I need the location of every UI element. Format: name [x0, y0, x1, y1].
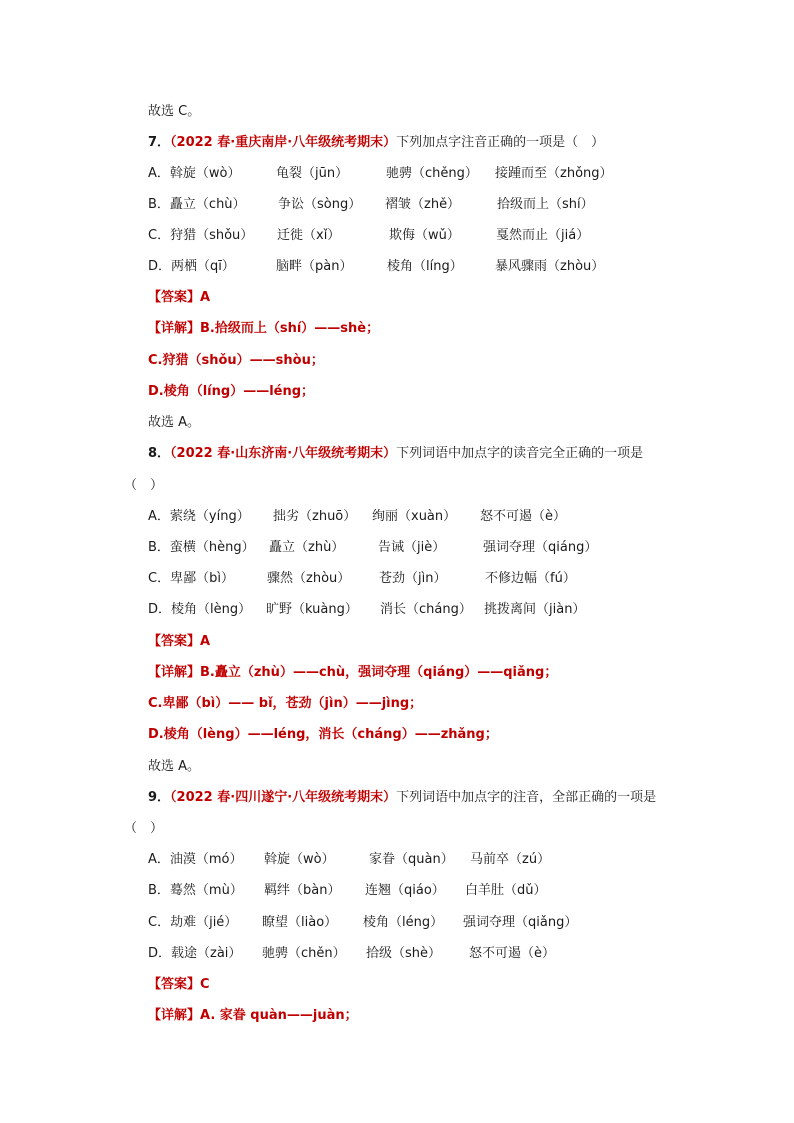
- question-8-answer: 【答案】A: [148, 634, 211, 649]
- document-page: 故选 C。 7．（2022 春·重庆南岸·八年级统考期末）下列加点字注音正确的一项是（ ） A．斡旋（wò） 龟裂（jūn） 驰骋（chěng） 接踵而至（zhǒng） B．矗立（chù） 争讼（sòng） 褶皱（zhě） 拾级而上（shí） C．狩猎（shǒu） 迁徙（xǐ） 欺侮（wǔ） 戛然而止（jiá） D．两栖（qī） 脑畔（pàn） 棱角（líng） 暴风骤雨（zhòu） 【答案】A 【详解】B.拾级而上（shí）——shè； C.狩猎（shǒu）——shòu； D.棱角（líng）——léng； 故选 A。 8．（2022 春·山东济南·八年级统考期末）下列词语中加点字的读音完全正确的一项是 （ ） A．萦绕（yíng） 拙劣（zhuō） 绚丽（xuàn） 怒不可遏（è） B．蛮横（hèng） 矗立（zhù） 告诫（jiè） 强词夺理（qiáng） C．卑鄙（bì） 骤然（zhòu） 苍劲（jìn） 不修边幅（fú） D．棱角（lèng） 旷野（kuàng） 消长（cháng） 挑拨离间（jiàn） 【答案】A 【详解】B.矗立（zhù）——chù，强词夺理（qiáng）——qiǎng； C.卑鄙（bì）—— bǐ，苍劲（jìn）——jìng； D.棱角（lèng）——léng，消长（cháng）——zhǎng； 故选 A。 9．（2022 春·四川遂宁·八年级统考期末）下列词语中加点字的注音，全部正确的一项是 （ ） A．油漠（mó） 斡旋（wò） 家眷（quàn） 马前卒（zú） B．蓦然（mù） 羁绊（bàn） 连翘（qiáo） 白羊肚（dǔ） C．劫难（jié） 瞭望（liào） 棱角（léng） 强词夺理（qiǎng） D．载途（zài） 驰骋（chěn） 拾级（shè） 怒不可遏（è） 【答案】C 【详解】A. 家眷 quàn——juàn；: [124, 104, 657, 1023]
- question-8-explanation-c: C.卑鄙（bì）—— bǐ，苍劲（jìn）——jìng；: [148, 696, 423, 711]
- question-7-explanation-c: C.狩猎（shǒu）——shòu；: [148, 353, 324, 368]
- conclusion-line: 故选 C。: [148, 104, 201, 119]
- question-7-explanation-d: D.棱角（líng）——léng；: [148, 384, 315, 399]
- question-9-stem: 9．（2022 春·四川遂宁·八年级统考期末）下列词语中加点字的注音，全部正确的一项是: [148, 790, 657, 805]
- question-7-answer: 【答案】A: [148, 290, 211, 305]
- question-9-answer: 【答案】C: [148, 977, 210, 992]
- question-7-conclusion: 故选 A。: [148, 415, 201, 430]
- question-8-explanation: 【详解】B.矗立（zhù）——chù，强词夺理（qiáng）——qiǎng；: [148, 665, 558, 680]
- question-9-explanation: 【详解】A. 家眷 quàn——juàn；: [148, 1008, 358, 1023]
- question-7-stem: 7．（2022 春·重庆南岸·八年级统考期末）下列加点字注音正确的一项是（ ）: [148, 135, 605, 150]
- question-9-blank: （ ）: [124, 821, 164, 836]
- question-8-blank: （ ）: [124, 478, 164, 493]
- question-8-explanation-d: D.棱角（lèng）——léng，消长（cháng）——zhǎng；: [148, 727, 498, 742]
- question-8-conclusion: 故选 A。: [148, 759, 201, 774]
- question-7-explanation: 【详解】B.拾级而上（shí）——shè；: [148, 321, 380, 336]
- question-8-stem: 8．（2022 春·山东济南·八年级统考期末）下列词语中加点字的读音完全正确的一项是: [148, 446, 644, 461]
